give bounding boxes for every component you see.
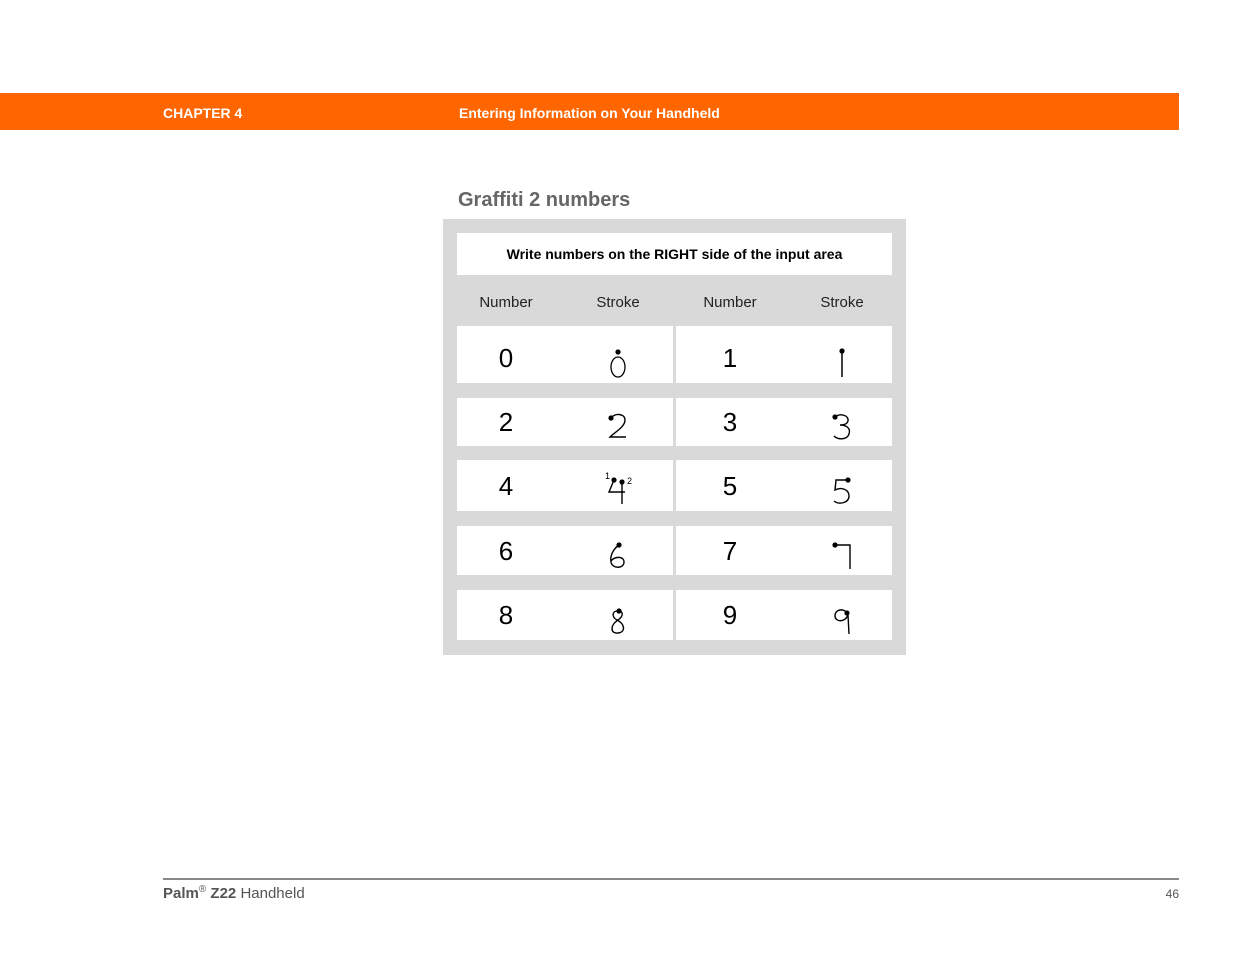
number-digit: 0 <box>498 343 514 373</box>
number-digit: 3 <box>722 407 738 437</box>
stroke-9-icon <box>822 599 862 639</box>
stroke-order-label: 1 <box>605 471 611 481</box>
stroke-8-icon <box>598 599 638 639</box>
column-header-stroke: Stroke <box>820 294 864 311</box>
number-digit: 8 <box>498 600 514 630</box>
number-digit: 1 <box>722 343 738 373</box>
stroke-7-icon <box>822 534 862 574</box>
product-type: Handheld <box>240 885 305 902</box>
chapter-label: CHAPTER 4 <box>163 105 243 121</box>
column-header-number: Number <box>479 294 533 311</box>
stroke-6-icon <box>598 534 638 574</box>
number-digit: 9 <box>722 600 738 630</box>
stroke-5-icon <box>822 470 862 510</box>
section-title: Graffiti 2 numbers <box>458 189 631 211</box>
registered-mark: ® <box>198 884 207 895</box>
page-number: 46 <box>1165 887 1179 901</box>
chapter-header-bar <box>0 93 1179 130</box>
footer-product-name <box>163 884 305 902</box>
stroke-1-icon <box>822 340 862 380</box>
footer-divider <box>163 878 1179 880</box>
number-digit: 6 <box>498 536 514 566</box>
instruction-cell: Write numbers on the RIGHT side of the input area <box>457 233 892 275</box>
stroke-2-icon <box>598 405 638 445</box>
stroke-order-label: 2 <box>627 476 633 486</box>
model-name: Z22 <box>210 885 237 902</box>
brand-name: Palm <box>163 885 199 902</box>
number-digit: 5 <box>722 471 738 501</box>
stroke-0-icon <box>598 340 638 380</box>
number-digit: 7 <box>722 536 738 566</box>
stroke-4-icon <box>598 470 638 510</box>
graffiti-numbers-table <box>443 219 906 655</box>
number-digit: 2 <box>498 407 514 437</box>
column-header-stroke: Stroke <box>596 294 640 311</box>
column-header-number: Number <box>703 294 757 311</box>
stroke-3-icon <box>822 405 862 445</box>
chapter-title: Entering Information on Your Handheld <box>459 105 720 121</box>
number-digit: 4 <box>498 471 514 501</box>
